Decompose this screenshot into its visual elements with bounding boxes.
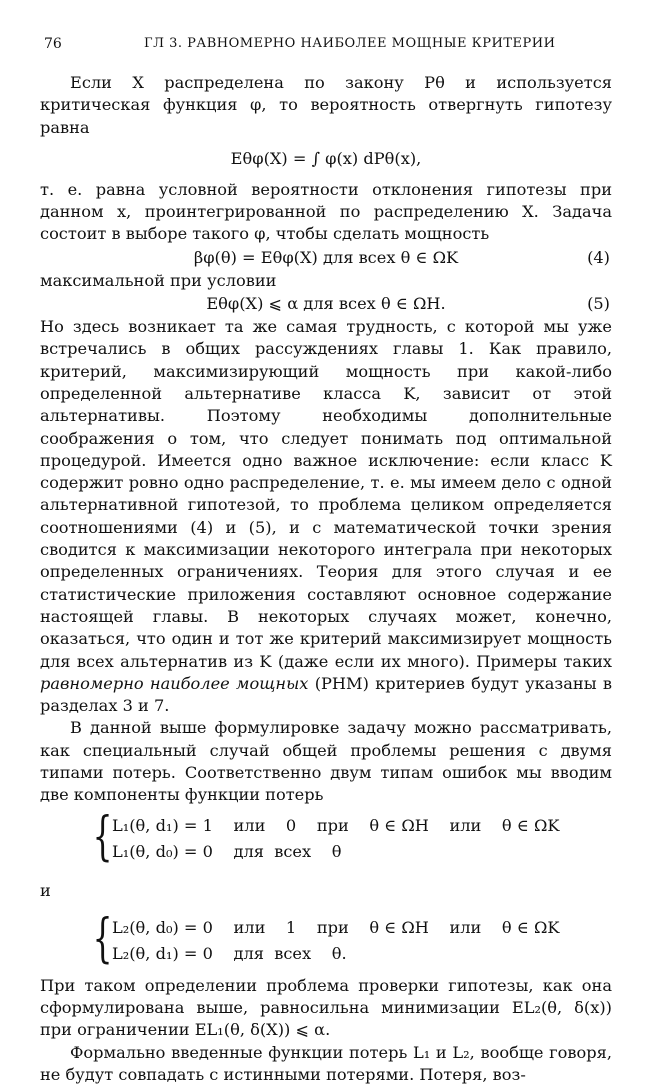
page-number: 76 xyxy=(44,36,62,52)
running-title: ГЛ 3. РАВНОМЕРНО НАИБОЛЕЕ МОЩНЫЕ КРИТЕРИИ xyxy=(144,36,555,51)
loss-system-2 xyxy=(40,915,612,971)
paragraph-3: максимальной при условии xyxy=(40,270,612,292)
loss-system-1 xyxy=(40,813,612,869)
loss-system-2-row-1: L₂(θ, d₀) = 0 или 1 при θ ∈ ΩH или θ ∈ ΩK xyxy=(112,917,559,939)
equation-4-number: (4) xyxy=(587,246,610,270)
page-body xyxy=(40,72,612,1086)
paragraph-4-italic: равномерно наиболее мощных xyxy=(40,674,308,693)
equation-expectation xyxy=(40,139,612,179)
left-brace: { xyxy=(93,909,113,969)
equation-4-text: βφ(θ) = Eθφ(X) для всех θ ∈ ΩK xyxy=(40,246,612,270)
equation-5-text: Eθφ(X) ⩽ α для всех θ ∈ ΩH. xyxy=(40,292,612,316)
equation-expectation-text: Eθφ(X) = ∫ φ(x) dPθ(x), xyxy=(40,139,612,179)
paragraph-2: т. е. равна условной вероятности отклонения гипотезы при данном x, проинтегрированной по распределению X. Задача состоит в выборе такого φ, чтобы сделать мощность xyxy=(40,179,612,246)
loss-system-1-row-1: L₁(θ, d₁) = 1 или 0 при θ ∈ ΩH или θ ∈ ΩK xyxy=(112,815,559,837)
paragraph-5: В данной выше формулировке задачу можно рассматривать, как специальный случай общей проблемы решения с двумя типами потерь. Соответственно двум типам ошибок мы вводим две компоненты функции потерь xyxy=(40,717,612,806)
paragraph-1: Если X распределена по закону Pθ и используется критическая функция φ, то вероятность отвергнуть гипотезу равна xyxy=(40,72,612,139)
equation-5-number: (5) xyxy=(587,292,610,316)
paragraph-4 xyxy=(40,316,612,717)
paragraph-4-text: Но здесь возникает та же самая трудность, с которой мы уже встречались в общих рассуждениях главы 1. Как правило, критерий, максимизирующий мощность при какой-либо определенной альтернативе класса K, зависит от этой альтернативы. Поэтому необходимы дополнительные соображения о том, что следует понимать под оптимальной процедурой. Имеется одно важное исключение: если класс K содержит ровно одно распределение, т. е. мы имеем дело с одной альтернативной гипотезой, то проблема целиком определяется соотношениями (4) и (5), и с математической точки зрения сводится к максимизации некоторого интеграла при некоторых определенных ограничениях. Теория для этого случая и ее статистические приложения составляют основное содержание настоящей главы. В некоторых случаях может, конечно, оказаться, что один и тот же критерий максимизирует мощность для всех альтернатив из K (даже если их много). Примеры таких xyxy=(40,317,612,670)
conjunction: и xyxy=(40,873,612,909)
paragraph-4-tail: (РНМ) критериев будут указаны в разделах 3 и 7. xyxy=(40,674,612,715)
equation-4 xyxy=(40,246,612,270)
paragraph-7: Формально введенные функции потерь L₁ и L₂, вообще говоря, не будут совпадать с истинными потерями. Потеря, воз- xyxy=(40,1042,612,1086)
left-brace: { xyxy=(93,807,113,867)
equation-5 xyxy=(40,292,612,316)
paragraph-6: При таком определении проблема проверки гипотезы, как она сформулирована выше, равносильна минимизации EL₂(θ, δ(x)) при ограничении EL₁(θ, δ(X)) ⩽ α. xyxy=(40,975,612,1042)
loss-system-2-row-2: L₂(θ, d₁) = 0 для всех θ. xyxy=(112,943,347,965)
loss-system-1-row-2: L₁(θ, d₀) = 0 для всех θ xyxy=(112,841,341,863)
